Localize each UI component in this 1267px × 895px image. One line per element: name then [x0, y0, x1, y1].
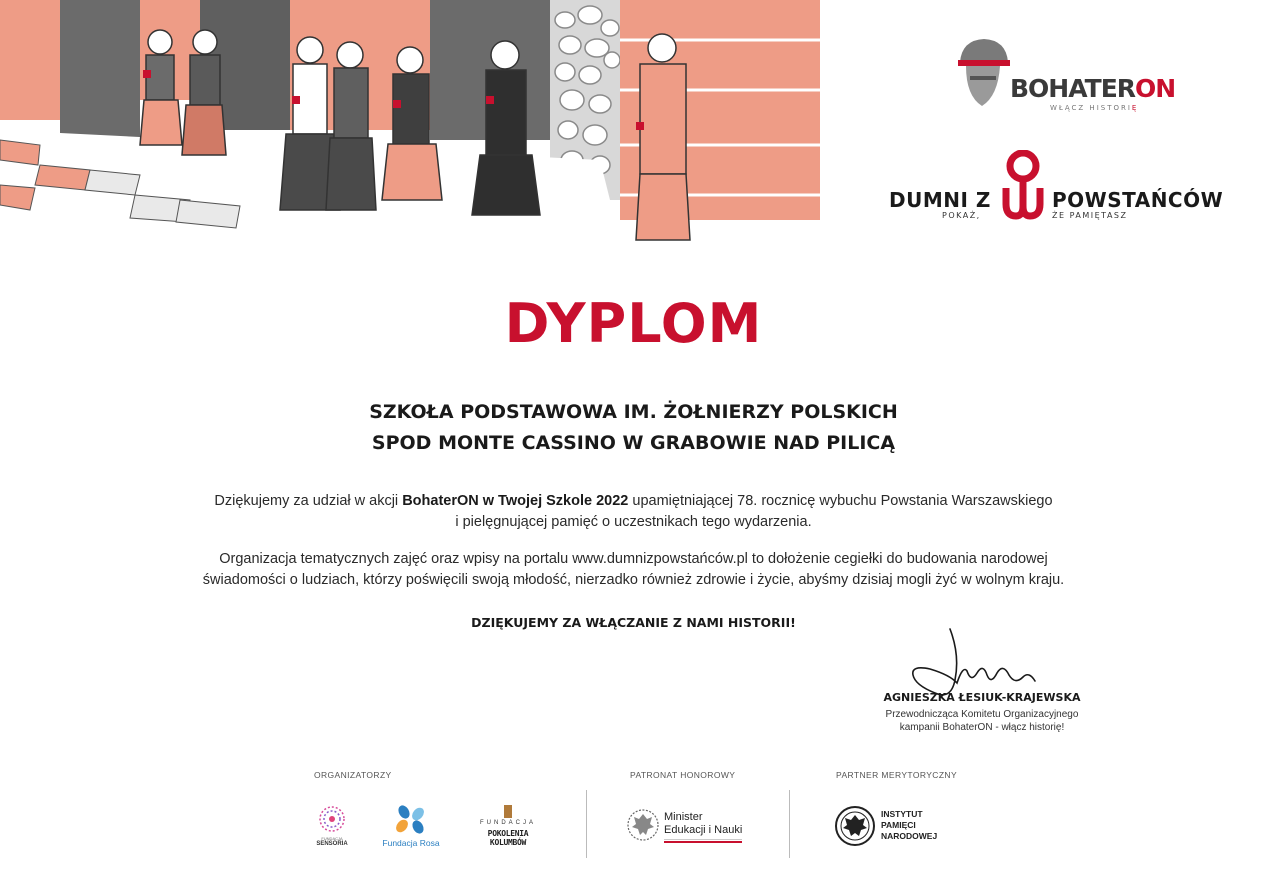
fundacja-pokolenia-kolumbow-logo	[468, 804, 548, 850]
ipn-eagle-seal-icon	[834, 805, 876, 847]
dumni-left-word: DUMNI Z	[889, 188, 991, 212]
para2-line1: Organizacja tematycznych zajęć oraz wpisy na portalu www.dumnizpowstańców.pl to dołożenie cegiełki do budowania narodowej	[219, 551, 1048, 567]
organizers-label: ORGANIZATORZY	[314, 770, 392, 780]
rosa-name: Fundacja Rosa	[382, 838, 440, 848]
footer-divider	[586, 790, 587, 858]
diploma-title: DYPLOM	[504, 292, 763, 355]
bohateron-logo	[952, 36, 1176, 120]
minister-line1: Minister	[664, 811, 703, 823]
sensoria-logo	[310, 804, 354, 850]
sensoria-top: FUNDACJA	[321, 836, 343, 841]
school-name-line2: SPOD MONTE CASSINO W GRABOWIE NAD PILICĄ	[371, 432, 896, 454]
partner-label: PARTNER MERYTORYCZNY	[836, 770, 958, 780]
organization-paragraph	[150, 549, 1117, 591]
signer-name: AGNIESZKA ŁESIUK-KRAJEWSKA	[883, 691, 1081, 704]
ipn-line1: INSTYTUT	[881, 809, 923, 819]
ipn-line2: PAMIĘCI	[881, 820, 916, 830]
bohateron-tagline: WŁĄCZ HISTORIĘ	[1050, 104, 1139, 112]
kolumbow-name: POKOLENIA KOLUMBÓW	[487, 829, 529, 847]
school-name	[0, 397, 1267, 459]
fundacja-rosa-logo	[380, 804, 442, 850]
para1-line2: i pielęgnującej pamięć o uczestnikach tego wydarzenia.	[455, 514, 812, 530]
signer-role-line1: Przewodnicząca Komitetu Organizacyjnego	[885, 709, 1079, 720]
signer-role-line2: kampanii BohaterON - włącz historię!	[899, 722, 1065, 733]
school-name-line1: SZKOŁA PODSTAWOWA IM. ŻOŁNIERZY POLSKICH	[369, 401, 898, 423]
soldier-helmet-icon	[952, 36, 1012, 116]
bohateron-wordmark: BOHATERON	[1010, 74, 1176, 103]
ipn-line3: NARODOWEJ	[881, 831, 938, 841]
sensoria-circle-icon	[310, 804, 354, 834]
kolumbow-top: FUNDACJA	[479, 820, 536, 826]
thanks-paragraph	[150, 491, 1117, 533]
para1-text-a: Dziękujemy za udział w akcji	[214, 493, 403, 509]
minister-line2: Edukacji i Nauki	[664, 824, 743, 836]
rosa-flower-icon	[380, 804, 442, 836]
pw-anchor-icon	[998, 150, 1048, 222]
flag-stripe	[664, 839, 742, 843]
patron-label: PATRONAT HONOROWY	[630, 770, 736, 780]
kolumbow-emblem-icon	[468, 804, 548, 820]
dumni-small-left: POKAŻ,	[942, 211, 981, 220]
signer-role	[850, 708, 1114, 734]
dumni-small-right: ŻE PAMIĘTASZ	[1052, 211, 1128, 220]
ipn-name	[881, 809, 937, 842]
minister-edukacji-logo	[626, 805, 756, 851]
campaign-name: BohaterON w Twojej Szkole 2022	[402, 493, 629, 509]
para1-text-b: upamiętniającej 78. rocznicę wybuchu Powstania Warszawskiego	[628, 493, 1053, 509]
header-illustration	[0, 0, 900, 250]
dumni-right-word: POWSTAŃCÓW	[1052, 188, 1224, 212]
eagle-emblem-icon	[626, 805, 660, 845]
sensoria-name: SENSORIA	[316, 841, 348, 847]
ipn-logo	[834, 805, 954, 851]
para2-line2: świadomości o ludziach, którzy poświęcili swoją młodość, nierzadko również zdrowie i życie, abyśmy dzisiaj mogli żyć w wolnym kraju.	[202, 572, 1065, 588]
closing-thanks: DZIĘKUJEMY ZA WŁĄCZANIE Z NAMI HISTORII!	[471, 615, 796, 630]
dumni-z-powstancow-logo	[886, 150, 1226, 226]
footer-divider	[789, 790, 790, 858]
